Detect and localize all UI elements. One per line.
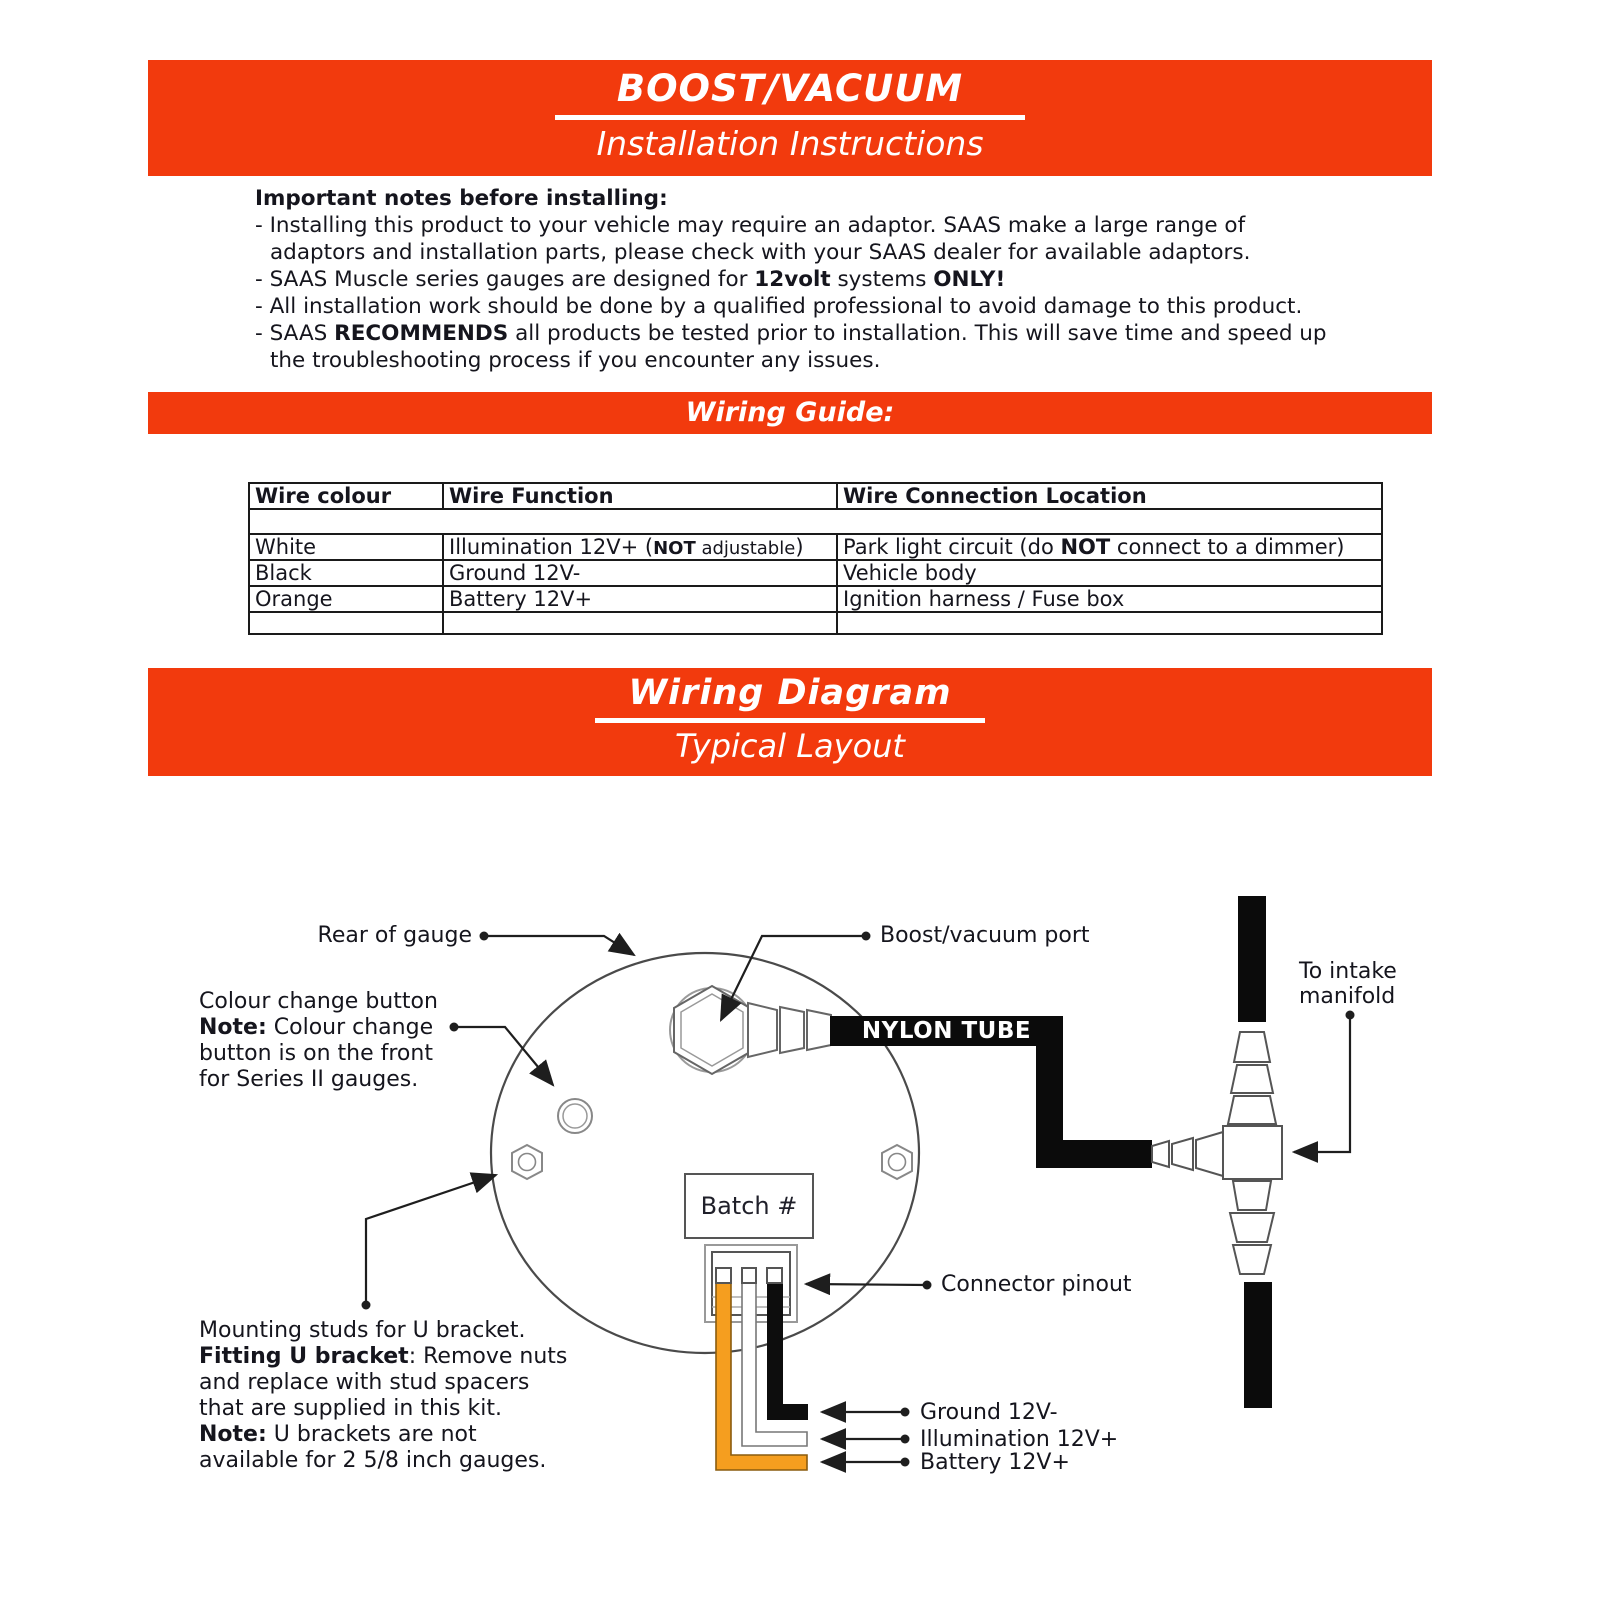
note-line: - Installing this product to your vehicle may require an adaptor. SAAS make a large range of: [255, 213, 1246, 238]
leader-dot: [362, 1301, 371, 1310]
page-title: BOOST/VACUUM: [616, 67, 964, 110]
t-connector-barb-top: [1231, 1065, 1273, 1093]
label-illumination-wire: Illumination 12V+: [920, 1427, 1119, 1452]
connector-pin: [716, 1268, 731, 1283]
connector-pin: [767, 1268, 782, 1283]
t-connector-barb-top: [1234, 1032, 1270, 1062]
intake-tube-bottom: [1244, 1282, 1272, 1408]
cell-location: Park light circuit (do NOT connect to a dimmer): [837, 534, 1382, 560]
diagram-subtitle: Typical Layout: [675, 727, 905, 765]
cell-function: Battery 12V+: [443, 586, 837, 612]
cell-location: Vehicle body: [837, 560, 1382, 586]
cell-colour: Black: [249, 560, 443, 586]
cell-colour: Orange: [249, 586, 443, 612]
label-batch-number: Batch #: [700, 1192, 798, 1220]
leader-connector-pinout: [806, 1284, 927, 1285]
note-line: adaptors and installation parts, please check with your SAAS dealer for available adaptors.: [270, 240, 1251, 265]
label-battery-wire: Battery 12V+: [920, 1450, 1070, 1475]
t-connector-barb-bottom: [1230, 1213, 1274, 1242]
note-line: - SAAS Muscle series gauges are designed for 12volt systems ONLY!: [255, 267, 1006, 292]
cell-colour: White: [249, 534, 443, 560]
label-rear-of-gauge: Rear of gauge: [317, 923, 472, 948]
label-connector-pinout: Connector pinout: [941, 1272, 1132, 1297]
wiring-guide-banner: Wiring Guide:: [148, 392, 1432, 434]
t-connector-barb-top: [1228, 1096, 1276, 1124]
mounting-stud-left: [512, 1145, 542, 1179]
leader-dot: [1346, 1011, 1355, 1020]
t-connector-barb-bottom: [1233, 1181, 1271, 1210]
port-barb: [748, 1003, 777, 1057]
connector-pin: [742, 1268, 756, 1283]
note-line: - All installation work should be done by a qualified professional to avoid damage to this product.: [255, 294, 1303, 319]
t-connector-barb-left: [1196, 1132, 1223, 1176]
mounting-stud-right: [882, 1145, 912, 1179]
leader-dot: [901, 1408, 910, 1417]
leader-to-intake: [1294, 1015, 1350, 1152]
leader-dot: [450, 1023, 459, 1032]
page-subtitle: Installation Instructions: [596, 124, 984, 163]
port-barb: [780, 1007, 804, 1053]
label-mounting-studs-note: Mounting studs for U bracket. Fitting U bracket: Remove nuts and replace with stud spacers that are supplied in this kit. Note: U brackets are not available for 2 5/8 inch gauges.: [199, 1318, 568, 1473]
leader-mounting-studs: [366, 1175, 496, 1305]
leader-dot: [901, 1435, 910, 1444]
col-header-wire-connection: Wire Connection Location: [837, 483, 1382, 509]
port-barb: [807, 1010, 831, 1050]
label-boost-port: Boost/vacuum port: [880, 923, 1090, 948]
t-connector-barb-left: [1172, 1138, 1193, 1170]
diagram-title: Wiring Diagram: [628, 673, 952, 713]
t-connector-barb-bottom: [1233, 1245, 1271, 1274]
notes-heading: Important notes before installing:: [255, 186, 668, 211]
label-to-intake-manifold: To intake manifold: [1299, 959, 1397, 1009]
leader-dot: [862, 932, 871, 941]
note-line: - SAAS RECOMMENDS all products be tested prior to installation. This will save time and speed up: [255, 321, 1327, 346]
leader-dot: [480, 932, 489, 941]
cell-function: Illumination 12V+ (NOT adjustable): [443, 534, 837, 560]
col-header-wire-colour: Wire colour: [249, 483, 443, 509]
cell-location: Ignition harness / Fuse box: [837, 586, 1382, 612]
t-connector-body: [1223, 1126, 1282, 1179]
intake-tube-top: [1238, 896, 1266, 1022]
col-header-wire-function: Wire Function: [443, 483, 837, 509]
leader-dot: [901, 1458, 910, 1467]
note-line: the troubleshooting process if you encounter any issues.: [270, 348, 881, 373]
cell-function: Ground 12V-: [443, 560, 837, 586]
leader-dot: [923, 1281, 932, 1290]
label-ground-wire: Ground 12V-: [920, 1400, 1058, 1425]
label-nylon-tube: NYLON TUBE: [861, 1018, 1032, 1044]
leader-rear-of-gauge: [484, 936, 634, 955]
label-colour-change-note: Colour change button Note: Colour change button is on the front for Series II gauges.: [199, 989, 438, 1092]
t-connector-barb-left: [1152, 1141, 1169, 1167]
